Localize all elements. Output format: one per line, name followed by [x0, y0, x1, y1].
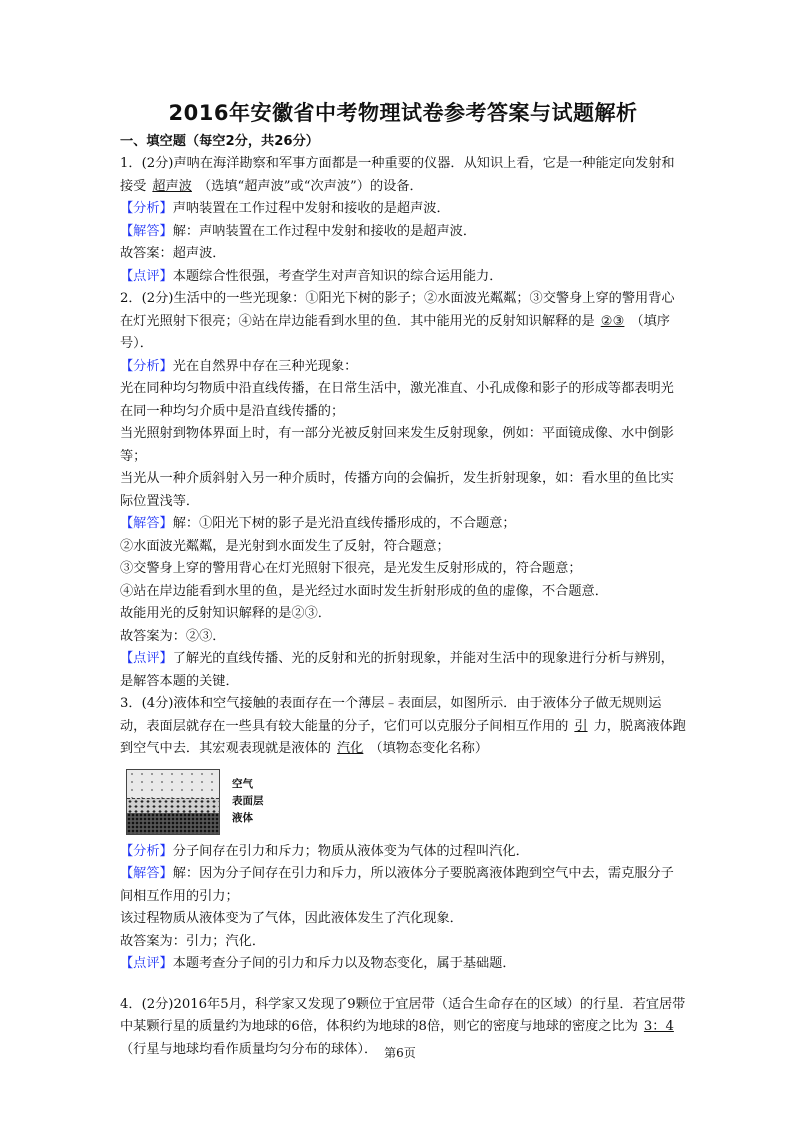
q2-solution: 【解答】解：①阳光下树的影子是光沿直线传播形成的，不合题意；: [120, 516, 516, 531]
section-heading: 一、填空题（每空2分，共26分）: [120, 133, 319, 149]
comment-tag: 【点评】: [120, 651, 173, 666]
comment-tag: 【点评】: [120, 268, 173, 284]
q3-comment: 【点评】本题考查分子间的引力和斥力以及物态变化，属于基础题．: [120, 956, 516, 971]
analysis-tag: 【分析】: [120, 201, 173, 216]
figure-label-surface: 表面层: [232, 795, 264, 807]
solution-tag: 【解答】: [120, 223, 173, 239]
q1-stem: 1．(2分)声呐在海洋勘察和军事方面都是一种重要的仪器．从知识上看，它是一种能定向发射和接受 超声波 （选填“超声波”或“次声波”）的设备．: [120, 156, 675, 194]
q4-stem: 4．(2分)2016年5月，科学家又发现了9颗位于宜居带（适合生命存在的区域）的行星．若宜居带中某颗行星的质量约为地球的6倍，体积约为地球的8倍，则它的密度与地球的密度之比为 3：4（行星与地球均看作质量均匀分布的球体）．: [120, 996, 686, 1057]
analysis-tag: 【分析】: [120, 843, 173, 859]
surface-layer: [127, 798, 219, 814]
analysis-tag: 【分析】: [120, 358, 173, 374]
q3-stem: 3．(4分)液体和空气接触的表面存在一个薄层﹣表面层，如图所示．由于液体分子做无规则运动，表面层就存在一些具有较大能量的分子，它们可以克服分子间相互作用的 引 力，脱离液体跑到空气中去．其宏观表现就是液体的 汽化 （填物态变化名称）: [120, 696, 686, 756]
q3-answer-2: 汽化: [337, 741, 364, 756]
q2-solution-line: ③交警身上穿的警用背心在灯光照射下很亮，是光发生反射形成的，符合题意；: [120, 561, 582, 576]
liquid-layer: [127, 813, 219, 834]
q3-solution-line: 故答案为：引力；汽化．: [120, 933, 266, 949]
surface-layer-diagram: [126, 769, 220, 835]
q1-analysis: 【分析】声呐装置在工作过程中发射和接收的是超声波．: [120, 201, 450, 216]
q2-comment: 【点评】了解光的直线传播、光的反射和光的折射现象，并能对生活中的现象进行分析与辨别，是解答本题的关键．: [120, 651, 674, 689]
q2-solution-line: 故答案为：②③．: [120, 628, 226, 644]
surface-layer-figure: [126, 769, 686, 835]
q3-solution-line: 该过程物质从液体变为了气体，因此液体发生了汽化现象．: [120, 911, 463, 926]
air-layer: [127, 770, 219, 798]
q2-analysis: 【分析】光在自然界中存在三种光现象：: [120, 358, 358, 374]
figure-label-air: 空气: [232, 778, 253, 790]
q3-solution: 【解答】解：因为分子间存在引力和斥力，所以液体分子要脱离液体跑到空气中去，需克服分子间相互作用的引力；: [120, 866, 674, 904]
q1-final: 故答案：超声波．: [120, 246, 226, 261]
q3-analysis: 【分析】分子间存在引力和斥力；物质从液体变为气体的过程叫汽化．: [120, 843, 529, 859]
q2-stem: 2．(2分)生活中的一些光现象：①阳光下树的影子；②水面波光粼粼；③交警身上穿的警用背心在灯光照射下很亮；④站在岸边能看到水里的鱼．其中能用光的反射知识解释的是 ②③ （填序号）．: [120, 291, 675, 351]
q3-answer-1: 引: [574, 718, 588, 734]
q2-solution-line: 故能用光的反射知识解释的是②③．: [120, 606, 331, 621]
page-number: 第6页: [384, 1046, 416, 1060]
q4-answer: 3：4: [643, 1019, 674, 1034]
q2-solution-line: ④站在岸边能看到水里的鱼，是光经过水面时发生折射形成的鱼的虚像，不合题意．: [120, 583, 608, 599]
q1-answer: 超声波: [152, 178, 192, 194]
solution-tag: 【解答】: [120, 516, 173, 531]
solution-tag: 【解答】: [120, 866, 173, 881]
figure-labels: [232, 776, 264, 827]
q2-analysis-line: 当光照射到物体界面上时，有一部分光被反射回来发生反射现象，例如：平面镜成像、水中倒影等；: [120, 426, 674, 464]
page-title: 2016年安徽省中考物理试卷参考答案与试题解析: [168, 101, 638, 125]
comment-tag: 【点评】: [120, 956, 173, 971]
q2-analysis-line: 光在同种均匀物质中沿直线传播，在日常生活中，激光准直、小孔成像和影子的形成等都表明光在同一种均匀介质中是沿直线传播的；: [120, 381, 674, 419]
q2-analysis-line: 当光从一种介质斜射入另一种介质时，传播方向的会偏折，发生折射现象，如：看水里的鱼比实际位置浅等．: [120, 471, 674, 509]
figure-label-liquid: 液体: [232, 812, 253, 824]
q1-comment: 【点评】本题综合性很强，考查学生对声音知识的综合运用能力．: [120, 268, 503, 284]
page-content: [120, 102, 686, 1061]
q2-solution-line: ②水面波光粼粼，是光射到水面发生了反射，符合题意；: [120, 538, 450, 554]
spacer: [120, 976, 686, 994]
q2-answer: ②③: [600, 313, 625, 329]
q1-solution: 【解答】解：声呐装置在工作过程中发射和接收的是超声波．: [120, 223, 477, 239]
